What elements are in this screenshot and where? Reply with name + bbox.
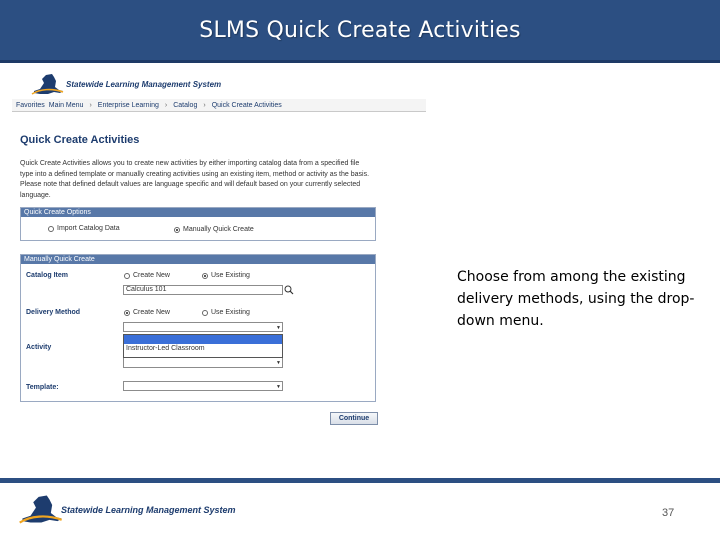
page-number: 37 [662, 507, 675, 519]
panel-header: Quick Create Options [21, 208, 375, 217]
ny-state-map-icon [30, 71, 64, 97]
activity-label: Activity [26, 344, 52, 351]
template-label: Template: [26, 384, 59, 391]
use-existing-label: Use Existing [211, 272, 250, 279]
chevron-down-icon[interactable]: ▼ [276, 384, 281, 390]
activity-dropdown[interactable] [123, 358, 283, 368]
nav-catalog[interactable]: Catalog [173, 101, 198, 109]
slide-title-bar [0, 0, 720, 63]
manual-quick-create-label: Manually Quick Create [183, 226, 254, 233]
delivery-method-dropdown[interactable] [123, 322, 283, 332]
use-existing-label: Use Existing [211, 309, 250, 316]
catalog-item-input[interactable]: Calculus 101 [123, 285, 283, 295]
nav-enterprise-learning[interactable]: Enterprise Learning [97, 101, 159, 109]
nav-separator: › [89, 101, 92, 109]
import-catalog-option[interactable] [48, 225, 120, 232]
delivery-method-label: Delivery Method [26, 309, 81, 316]
chevron-down-icon[interactable]: ▼ [276, 325, 281, 331]
quick-create-options-panel [20, 207, 376, 241]
create-new-label: Create New [133, 272, 170, 279]
template-dropdown[interactable] [123, 381, 283, 391]
panel-header: Manually Quick Create [21, 255, 375, 264]
slms-screenshot [12, 66, 426, 436]
nav-separator: › [203, 101, 206, 109]
import-catalog-label: Import Catalog Data [57, 225, 120, 232]
nav-separator: › [164, 101, 168, 109]
dropdown-highlighted-blank-option[interactable] [124, 335, 282, 344]
delivery-create-new-option[interactable] [124, 309, 170, 316]
create-new-label: Create New [133, 309, 170, 316]
chevron-down-icon[interactable]: ▼ [276, 360, 281, 366]
radio-selected-icon[interactable] [174, 227, 180, 233]
radio-unselected-icon[interactable] [124, 273, 130, 279]
footer-logo-text: Statewide Learning Management System [61, 505, 236, 515]
page-description: Quick Create Activities allows you to create new activities by either importing catalog data from a specified file type into a defined template or manually creating activities using an existing item, method or activity as the basis. Please note that defined default values are language specific and will default based on your currently selected language. [20, 160, 370, 199]
slide-title: SLMS Quick Create Activities [199, 17, 521, 43]
radio-selected-icon[interactable] [202, 273, 208, 279]
radio-unselected-icon[interactable] [202, 310, 208, 316]
catalog-create-new-option[interactable] [124, 272, 170, 279]
delivery-use-existing-option[interactable] [202, 309, 250, 316]
footer-divider [0, 478, 720, 483]
catalog-item-label: Catalog Item [26, 272, 69, 279]
continue-button[interactable]: Continue [330, 412, 378, 425]
nav-favorites[interactable]: Favorites [16, 101, 45, 109]
slms-logo-text: Statewide Learning Management System [66, 79, 222, 89]
ny-state-map-icon [17, 490, 63, 528]
callout-text: Choose from among the existing delivery methods, using the drop-down menu. [457, 269, 695, 329]
breadcrumb-nav [12, 99, 426, 112]
catalog-use-existing-option[interactable] [202, 272, 250, 279]
footer-logo [17, 490, 236, 528]
dropdown-option[interactable]: Instructor-Led Classroom [126, 345, 205, 352]
delivery-method-dropdown-list[interactable] [123, 334, 283, 358]
slms-logo [30, 70, 221, 98]
search-icon[interactable] [284, 285, 294, 295]
page-title: Quick Create Activities [20, 134, 140, 146]
radio-unselected-icon[interactable] [48, 226, 54, 232]
nav-main-menu[interactable]: Main Menu [48, 101, 84, 109]
radio-selected-icon[interactable] [124, 310, 130, 316]
manual-quick-create-option[interactable] [174, 226, 254, 233]
nav-quick-create[interactable]: Quick Create Activities [211, 101, 282, 109]
